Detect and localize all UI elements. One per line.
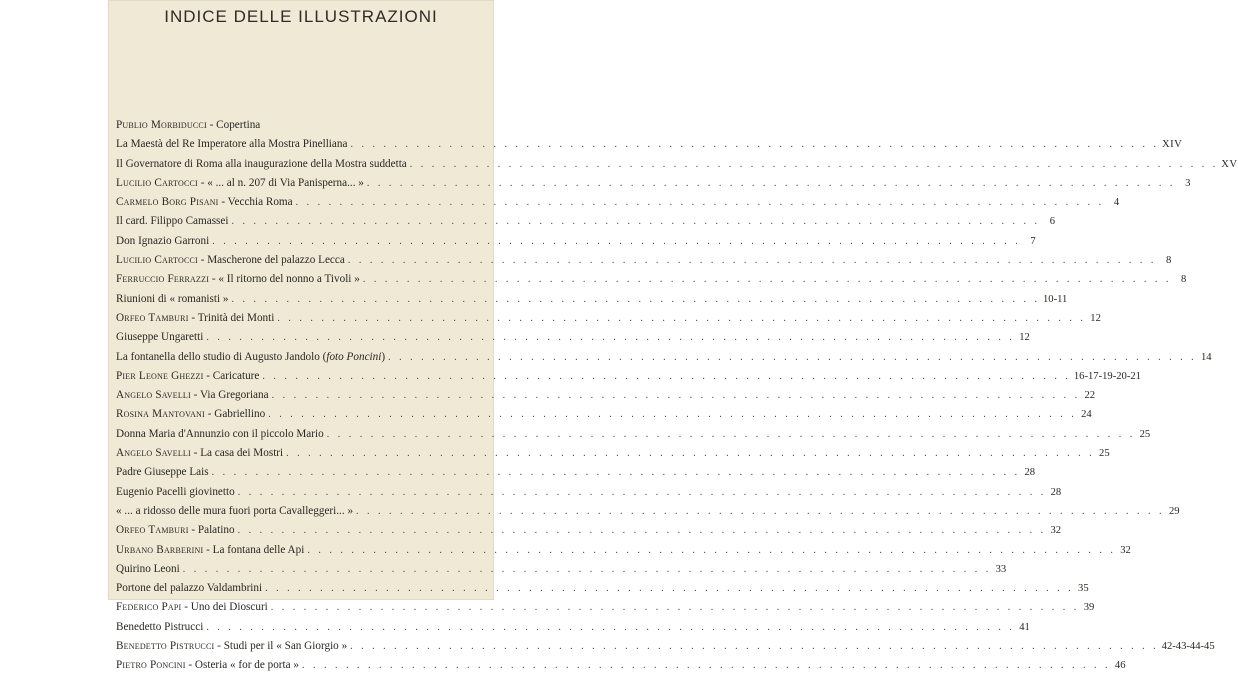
entry-author: Rosina Mantovani	[116, 408, 205, 421]
entry-page-number: 32	[1050, 525, 1062, 537]
entry-text: Palatino	[197, 524, 235, 537]
index-entry	[116, 311, 1101, 331]
dot-leader	[410, 159, 1219, 170]
dot-leader	[348, 255, 1157, 266]
entry-author: Angelo Savelli	[116, 447, 191, 460]
index-entry	[116, 408, 1092, 427]
entry-author: Benedetto Pistrucci	[116, 640, 215, 653]
entry-page-number: 28	[1050, 486, 1062, 498]
entry-text: Il card. Filippo Camassei	[116, 215, 229, 228]
dot-leader	[262, 371, 1071, 382]
dot-leader	[327, 429, 1136, 440]
entry-title	[116, 119, 260, 131]
entry-title	[116, 389, 269, 401]
entry-separator: -	[197, 176, 208, 189]
entry-title	[116, 466, 209, 478]
entry-text: Vecchia Roma	[227, 196, 293, 209]
index-entry	[116, 350, 1212, 370]
dot-leader	[286, 448, 1095, 459]
entry-title	[116, 312, 274, 324]
dot-leader	[296, 197, 1105, 208]
dot-leader	[350, 139, 1159, 150]
entry-title	[116, 447, 283, 459]
entry-title	[116, 196, 293, 208]
index-entry	[116, 389, 1096, 408]
entry-title	[116, 486, 235, 498]
entry-separator: -	[214, 640, 224, 653]
dot-leader	[350, 641, 1159, 652]
entry-page-number: 14	[1201, 351, 1212, 363]
entry-title	[116, 582, 262, 594]
page-title: INDICE DELLE ILLUSTRAZIONI	[164, 7, 438, 26]
entry-text: La Maestà del Re Imperatore alla Mostra Pinelliana	[116, 138, 348, 151]
entry-title	[116, 138, 347, 150]
entry-title	[116, 351, 385, 363]
entry-separator: -	[204, 408, 215, 421]
entry-page-number: 29	[1168, 505, 1180, 517]
entry-page-number: 42-43-44-45	[1161, 641, 1215, 653]
entry-title	[116, 331, 203, 343]
entry-text: Mascherone del palazzo Lecca	[207, 254, 345, 267]
entry-page-number: 22	[1084, 390, 1096, 402]
entry-page-number: 33	[995, 563, 1007, 575]
dot-leader	[238, 487, 1047, 498]
index-entry	[116, 582, 1089, 601]
entry-author: Pier Leone Ghezzi	[116, 369, 204, 382]
entry-title	[116, 254, 345, 266]
index-entry	[116, 234, 1036, 254]
entry-text: Studi per il « San Giorgio »	[223, 640, 348, 653]
dot-leader	[363, 274, 1172, 285]
dot-leader	[268, 409, 1077, 420]
index-entry	[116, 138, 1183, 157]
entry-page-number: 12	[1090, 312, 1101, 324]
photo-credit: foto Poncini	[326, 350, 382, 363]
entry-text: Giuseppe Ungaretti	[116, 331, 204, 344]
entry-text: Donna Maria d'Annunzio con il piccolo Mario	[116, 427, 324, 440]
index-entry	[116, 292, 1068, 312]
dot-leader	[238, 525, 1047, 536]
entry-page-number: 7	[1030, 235, 1036, 247]
dot-leader	[277, 313, 1086, 324]
dot-leader	[206, 622, 1015, 633]
entry-page-number: 3	[1185, 177, 1191, 189]
index-entry	[116, 157, 1238, 177]
entry-separator: -	[206, 119, 217, 131]
entry-separator: -	[203, 543, 213, 556]
entry-text: Via Gregoriana	[199, 389, 269, 402]
entry-title	[116, 563, 180, 575]
entry-text: « ... al n. 207 di Via Panisperna... »	[207, 176, 364, 189]
entry-title	[116, 524, 235, 536]
entry-text: Padre Giuseppe Lais	[116, 466, 209, 479]
entry-page-number: 35	[1078, 583, 1089, 595]
entry-page-number: 39	[1083, 602, 1095, 614]
entry-text: Osteria « for de porta »	[194, 659, 299, 672]
entry-page-number: 10-11	[1043, 293, 1068, 305]
entry-text: Uno dei Dioscuri	[190, 601, 268, 614]
entry-text: Don Ignazio Garroni	[116, 234, 210, 247]
dot-leader	[271, 602, 1080, 613]
entry-title	[116, 659, 299, 671]
dot-leader	[302, 660, 1111, 671]
index-entry	[116, 466, 1036, 485]
index-entry	[116, 640, 1215, 659]
index-entry	[116, 601, 1095, 620]
dot-leader	[388, 352, 1197, 363]
entry-page-number: 46	[1114, 660, 1126, 672]
entry-text: « ... a ridosso delle mura fuori porta Cavalleggeri... »	[116, 504, 354, 517]
entry-page-number: 6	[1049, 216, 1055, 228]
entry-page-number: XIV	[1161, 139, 1183, 151]
entry-title	[116, 408, 265, 420]
entry-page-number: XV	[1221, 158, 1238, 170]
entry-text: Quirino Leoni	[116, 562, 180, 575]
dot-leader	[212, 236, 1021, 247]
dot-leader	[272, 390, 1081, 401]
entry-text: Riunioni di « romanisti »	[116, 292, 229, 305]
entry-title	[116, 293, 229, 305]
entry-author: Urbano Barberini	[116, 543, 204, 556]
entry-title	[116, 601, 268, 613]
entry-page-number: 25	[1139, 428, 1151, 440]
entry-separator: -	[197, 254, 208, 267]
entry-title	[116, 428, 324, 440]
entry-text: La fontanella dello studio di Augusto Jandolo (foto Poncini)	[116, 350, 386, 363]
entry-page-number: 4	[1113, 197, 1120, 209]
entry-separator: -	[181, 601, 191, 614]
entry-author: Orfeo Tamburi	[116, 524, 189, 537]
entry-author: Federico Papi	[116, 601, 182, 614]
entry-page-number: 24	[1081, 409, 1092, 421]
entry-page-number: 25	[1099, 448, 1110, 460]
entry-title	[116, 505, 353, 517]
entry-title	[116, 544, 304, 556]
entry-page-number: 41	[1019, 621, 1030, 633]
index-entry	[116, 620, 1030, 640]
index-entry	[116, 427, 1151, 447]
entry-separator: -	[190, 389, 200, 402]
entry-text: Benedetto Pistrucci	[116, 620, 204, 633]
dot-leader	[356, 506, 1165, 517]
entry-title	[116, 177, 364, 189]
index-entry	[116, 447, 1110, 466]
entry-title	[116, 640, 347, 652]
dot-leader	[307, 545, 1116, 556]
dot-leader	[212, 467, 1021, 478]
index-entry	[116, 659, 1126, 678]
entry-text: Eugenio Pacelli giovinetto	[116, 485, 235, 498]
entry-separator: -	[188, 311, 198, 324]
entry-page-number: 12	[1019, 332, 1030, 344]
dot-leader	[367, 178, 1176, 189]
entry-separator: -	[218, 196, 228, 209]
entry-author: Ferruccio Ferrazzi	[116, 273, 210, 286]
index-entry	[116, 485, 1062, 505]
entry-author: Lucilio Cartocci	[116, 254, 198, 267]
entry-page-number: 16-17-19-20-21	[1073, 370, 1141, 382]
entry-page-number: 32	[1120, 544, 1131, 556]
index-entry	[116, 273, 1187, 292]
index-entry	[116, 196, 1120, 215]
entry-separator: -	[203, 369, 213, 382]
entry-page-number: 8	[1166, 255, 1172, 267]
entry-title	[116, 235, 209, 247]
entry-title	[116, 273, 360, 285]
index-entry	[116, 176, 1191, 196]
entry-separator: -	[209, 273, 219, 286]
dot-leader	[231, 216, 1040, 227]
index-entry	[116, 524, 1062, 543]
entry-title	[116, 370, 259, 382]
entry-separator: -	[188, 524, 198, 537]
dot-leader	[206, 332, 1015, 343]
dot-leader	[265, 583, 1074, 594]
entry-author: Publio Morbiducci	[116, 119, 207, 131]
illustrations-index-list	[116, 119, 1238, 679]
entry-text: La fontana delle Api	[212, 543, 305, 556]
entry-author: Lucilio Cartocci	[116, 176, 198, 189]
entry-separator: -	[190, 447, 201, 460]
dot-leader	[232, 294, 1041, 305]
dot-leader	[183, 564, 992, 575]
entry-text: La casa dei Mostri	[200, 447, 284, 460]
index-entry	[116, 119, 492, 138]
entry-text: Caricature	[212, 369, 260, 382]
entry-author: Orfeo Tamburi	[116, 311, 189, 324]
index-entry	[116, 331, 1030, 350]
entry-author: Pietro Poncini	[116, 659, 186, 672]
entry-text: Gabriellino	[214, 408, 266, 421]
index-entry	[116, 254, 1172, 273]
entry-title	[116, 621, 203, 633]
index-entry	[116, 543, 1131, 563]
entry-text: Il Governatore di Roma alla inaugurazione della Mostra suddetta	[116, 157, 407, 170]
entry-text: Copertina	[216, 119, 261, 131]
index-entry	[116, 369, 1141, 389]
index-entry	[116, 504, 1180, 524]
entry-text: « Il ritorno del nonno a Tivoli »	[218, 273, 360, 286]
index-entry	[116, 562, 1007, 582]
entry-page-number: 28	[1024, 467, 1036, 479]
entry-separator: -	[185, 659, 195, 672]
entry-author: Carmelo Borg Pisani	[116, 196, 219, 209]
entry-text: Trinità dei Monti	[197, 311, 275, 324]
entry-page-number: 8	[1181, 274, 1187, 286]
entry-author: Angelo Savelli	[116, 389, 191, 402]
index-entry	[116, 215, 1055, 234]
book-page	[108, 0, 1238, 672]
entry-title	[116, 215, 228, 227]
entry-text: Portone del palazzo Valdambrini	[116, 582, 263, 595]
entry-title	[116, 158, 407, 170]
